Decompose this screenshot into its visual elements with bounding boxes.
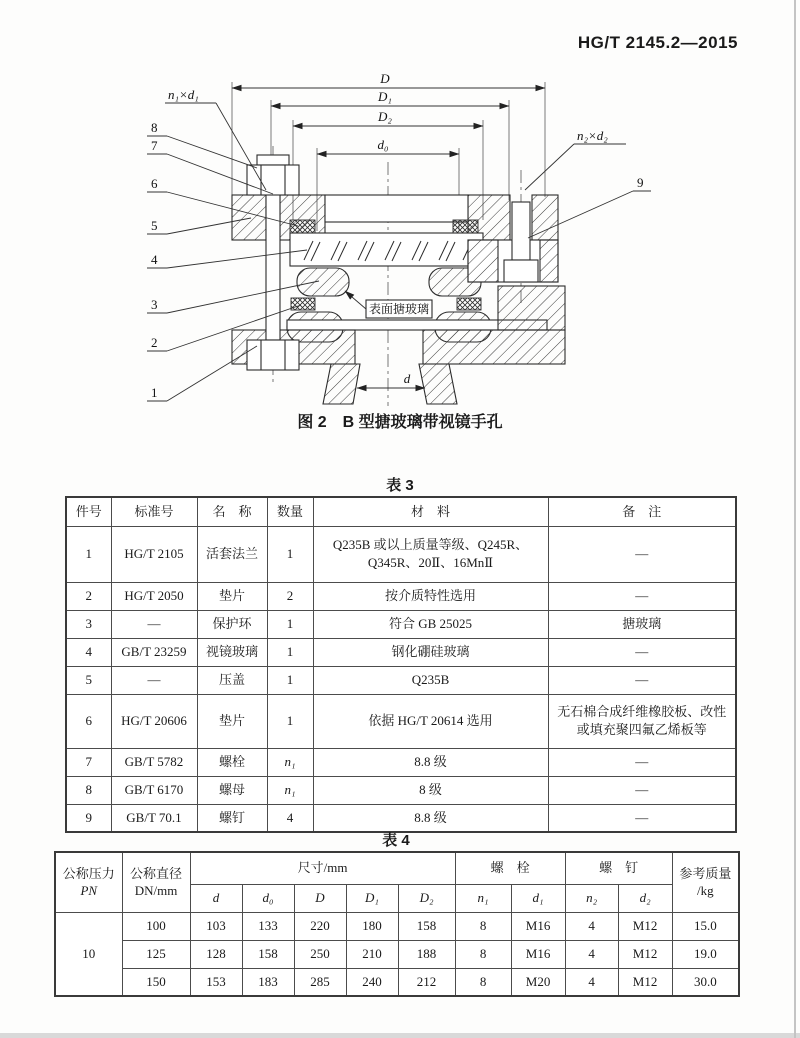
cell: 7 — [66, 748, 111, 776]
cell: 220 — [294, 912, 346, 940]
dim-d0-label: d₀ — [377, 137, 389, 152]
col-remarks: 备 注 — [548, 497, 736, 526]
part-9: 9 — [637, 175, 644, 190]
part-1: 1 — [151, 385, 158, 400]
part-2: 2 — [151, 335, 158, 350]
cell: 9 — [66, 804, 111, 832]
part-6: 6 — [151, 176, 158, 191]
col-standard-no: 标准号 — [111, 497, 197, 526]
part-8: 8 — [151, 120, 158, 135]
cell: 150 — [122, 968, 190, 996]
cell: 128 — [190, 940, 242, 968]
col-D2: D₂ — [398, 884, 455, 912]
col-n1: n₁ — [455, 884, 511, 912]
cell: GB/T 5782 — [111, 748, 197, 776]
cell: M12 — [618, 940, 672, 968]
cell: 依据 HG/T 20614 选用 — [313, 694, 548, 748]
parts-table-header-row — [66, 497, 736, 526]
cell: HG/T 2105 — [111, 526, 197, 582]
cell: 2 — [66, 582, 111, 610]
cell: — — [548, 582, 736, 610]
diameter-unit: DN/mm — [134, 883, 178, 899]
cell: 100 — [122, 912, 190, 940]
cell: 4 — [66, 638, 111, 666]
table-row — [66, 638, 736, 666]
cell: 8 — [66, 776, 111, 804]
cell: Q235B 或以上质量等级、Q245R、Q345R、20Ⅱ、16MnⅡ — [313, 526, 548, 582]
dim-D2-label: D₂ — [378, 109, 392, 124]
table3-title: 表 3 — [386, 477, 414, 494]
cell: 1 — [267, 638, 313, 666]
cell: 3 — [66, 610, 111, 638]
part-5: 5 — [151, 218, 158, 233]
cell: 210 — [346, 940, 398, 968]
group-size: 尺寸/mm — [190, 852, 455, 884]
table-row — [66, 582, 736, 610]
dim-d-label: d — [403, 371, 411, 386]
standard-number: HG/T 2145.2—2015 — [577, 33, 738, 52]
cell: n₁ — [267, 776, 313, 804]
col-part-name: 名 称 — [197, 497, 267, 526]
cell: 103 — [190, 912, 242, 940]
cell: 19.0 — [672, 940, 739, 968]
cell: 垫片 — [197, 694, 267, 748]
bolt-callout: n₁×d₁ — [168, 87, 199, 102]
col-ref-mass — [672, 852, 739, 912]
cell: 视镜玻璃 — [197, 638, 267, 666]
sight-glass — [290, 233, 483, 266]
cell: 螺钉 — [197, 804, 267, 832]
cell: 无石棉合成纤维橡胶板、改性或填充聚四氟乙烯板等 — [548, 694, 736, 748]
cell: 螺母 — [197, 776, 267, 804]
col-d1: d₁ — [511, 884, 565, 912]
cell: 240 — [346, 968, 398, 996]
screw-callout: n₂×d₂ — [577, 128, 608, 143]
cell: 垫片 — [197, 582, 267, 610]
figure-caption: 图 2 B 型搪玻璃带视镜手孔 — [297, 414, 503, 431]
cell: 8 — [455, 940, 511, 968]
table-row — [66, 776, 736, 804]
table-row — [66, 748, 736, 776]
cover-plate — [325, 195, 468, 222]
cell: 4 — [565, 940, 618, 968]
cell: 8 — [455, 912, 511, 940]
cell: GB/T 6170 — [111, 776, 197, 804]
surface-note-label: 表面搪玻璃 — [368, 302, 430, 316]
cell: 1 — [267, 526, 313, 582]
cell: 8 — [455, 968, 511, 996]
surface-note — [345, 291, 432, 318]
col-d: d — [190, 884, 242, 912]
cell: 压盖 — [197, 666, 267, 694]
table-row — [66, 610, 736, 638]
cell: — — [111, 610, 197, 638]
cell: HG/T 20606 — [111, 694, 197, 748]
cell: 15.0 — [672, 912, 739, 940]
cell: — — [548, 804, 736, 832]
col-item-no: 件号 — [66, 497, 111, 526]
cell: M16 — [511, 912, 565, 940]
figure-drawing — [85, 70, 715, 412]
cell: 250 — [294, 940, 346, 968]
cell: 1 — [267, 610, 313, 638]
cell: 285 — [294, 968, 346, 996]
dimensions-header-row-1 — [55, 852, 739, 884]
mass-label: 参考质量 — [679, 865, 732, 881]
cell: 125 — [122, 940, 190, 968]
part-7: 7 — [151, 138, 158, 153]
table-row — [66, 526, 736, 582]
cell: 158 — [398, 912, 455, 940]
cell: 保护环 — [197, 610, 267, 638]
part-3: 3 — [151, 297, 158, 312]
pn-value-cell: 10 — [55, 912, 122, 996]
cell: 133 — [242, 912, 294, 940]
cell: 8 级 — [313, 776, 548, 804]
cell: — — [548, 666, 736, 694]
dim-D1-label: D₁ — [378, 89, 392, 104]
cell: — — [111, 666, 197, 694]
cell: n₁ — [267, 748, 313, 776]
col-nominal-diameter — [122, 852, 190, 912]
cell: 2 — [267, 582, 313, 610]
cell: 6 — [66, 694, 111, 748]
cell: GB/T 70.1 — [111, 804, 197, 832]
table-row — [66, 804, 736, 832]
part-4: 4 — [151, 252, 158, 267]
table4-title: 表 4 — [382, 832, 410, 849]
col-d0: d₀ — [242, 884, 294, 912]
cell: M20 — [511, 968, 565, 996]
cell: — — [548, 748, 736, 776]
mass-unit: /kg — [697, 883, 714, 899]
cell: — — [548, 526, 736, 582]
cell: 183 — [242, 968, 294, 996]
dimensions-table — [54, 851, 740, 997]
col-D1: D₁ — [346, 884, 398, 912]
col-material: 材 料 — [313, 497, 548, 526]
cell: 180 — [346, 912, 398, 940]
cell: M12 — [618, 912, 672, 940]
cell: 8.8 级 — [313, 804, 548, 832]
parts-table — [65, 496, 737, 833]
cell: 符合 GB 25025 — [313, 610, 548, 638]
group-screw: 螺 钉 — [565, 852, 672, 884]
col-D: D — [294, 884, 346, 912]
cell: — — [548, 776, 736, 804]
cell: Q235B — [313, 666, 548, 694]
cell: 5 — [66, 666, 111, 694]
cross-section-drawing — [85, 70, 715, 412]
cell: 4 — [267, 804, 313, 832]
cell: 212 — [398, 968, 455, 996]
cell: 4 — [565, 912, 618, 940]
cell: 158 — [242, 940, 294, 968]
table-row — [55, 940, 739, 968]
col-n2: n₂ — [565, 884, 618, 912]
cell: M12 — [618, 968, 672, 996]
table-row — [66, 666, 736, 694]
group-bolt: 螺 栓 — [455, 852, 565, 884]
pressure-unit: PN — [80, 883, 98, 899]
pressure-label: 公称压力 — [62, 865, 115, 881]
cell: 1 — [267, 666, 313, 694]
diameter-label: 公称直径 — [129, 865, 182, 881]
cell: 1 — [267, 694, 313, 748]
col-quantity: 数量 — [267, 497, 313, 526]
cell: 螺栓 — [197, 748, 267, 776]
cell: 按介质特性选用 — [313, 582, 548, 610]
cell: GB/T 23259 — [111, 638, 197, 666]
col-d2: d₂ — [618, 884, 672, 912]
cell: 钢化硼硅玻璃 — [313, 638, 548, 666]
cell: 153 — [190, 968, 242, 996]
cell: M16 — [511, 940, 565, 968]
cell: 188 — [398, 940, 455, 968]
col-nominal-pressure — [55, 852, 122, 912]
cell: 1 — [66, 526, 111, 582]
dim-D-label: D — [380, 71, 390, 86]
cell: HG/T 2050 — [111, 582, 197, 610]
table-row — [55, 912, 739, 940]
cell: 4 — [565, 968, 618, 996]
cell: 8.8 级 — [313, 748, 548, 776]
cell: — — [548, 638, 736, 666]
cell: 搪玻璃 — [548, 610, 736, 638]
table-row — [55, 968, 739, 996]
cell: 活套法兰 — [197, 526, 267, 582]
cell: 30.0 — [672, 968, 739, 996]
table-row — [66, 694, 736, 748]
